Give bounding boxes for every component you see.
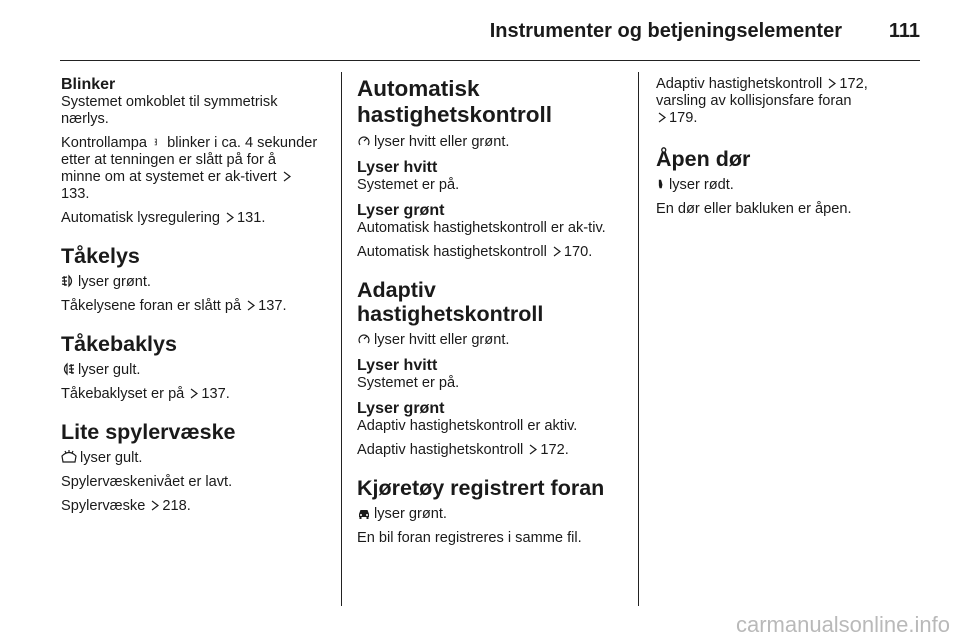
rear-fog-heading: Tåkebaklys xyxy=(61,332,177,356)
page-ref[interactable]: 179. xyxy=(669,110,698,126)
adaptive-ref-text xyxy=(357,442,615,459)
fog-status xyxy=(61,274,319,291)
headlight-icon xyxy=(153,135,161,149)
door-open-text: En dør eller bakluken er åpen. xyxy=(656,201,852,217)
reference-arrow-icon xyxy=(529,444,538,455)
column-1 xyxy=(61,76,319,522)
acc-white-heading: Lyser hvitt xyxy=(357,159,438,176)
acc-ref-label: Automatisk hastighetskontroll xyxy=(357,244,547,260)
reference-arrow-icon xyxy=(828,78,837,89)
blinker-lamp-desc: blinker i ca. 4 sekunder etter at tenningen er slått på for å minne om at systemet er ak-tivert xyxy=(61,135,318,185)
washer-heading: Lite spylervæske xyxy=(61,420,236,444)
adaptive-green-text: Adaptiv hastighetskontroll er aktiv. xyxy=(357,418,578,434)
blinker-heading: Blinker xyxy=(61,76,116,93)
page-ref[interactable]: 137. xyxy=(201,386,230,402)
door-open-heading: Åpen dør xyxy=(656,147,751,171)
acc-status-text: lyser hvitt eller grønt. xyxy=(374,134,510,150)
door-open-icon xyxy=(656,177,666,191)
reference-arrow-icon xyxy=(151,500,160,511)
reference-arrow-icon xyxy=(658,112,667,123)
rear-fog-status-text: lyser gult. xyxy=(78,362,141,378)
top-ref-label-2: varsling av kollisjonsfare foran xyxy=(656,93,852,109)
blinker-auto-light xyxy=(61,210,319,227)
page-ref[interactable]: 133. xyxy=(61,186,90,202)
header-divider xyxy=(60,60,920,61)
vehicle-ahead-status xyxy=(357,506,615,523)
rear-fog-status xyxy=(61,362,319,379)
vehicle-ahead-icon xyxy=(357,506,371,520)
adaptive-ref-label: Adaptiv hastighetskontroll xyxy=(357,442,524,458)
top-ref-label: Adaptiv hastighetskontroll xyxy=(656,76,823,92)
adaptive-green-heading: Lyser grønt xyxy=(357,400,445,417)
column-divider-2 xyxy=(638,72,639,606)
page-ref[interactable]: 131. xyxy=(237,210,266,226)
column-2 xyxy=(357,76,615,554)
page-ref[interactable]: 218. xyxy=(162,498,191,514)
cruise-control-icon xyxy=(357,134,371,148)
acc-status xyxy=(357,134,615,151)
reference-arrow-icon xyxy=(283,171,292,182)
acc-ref-text xyxy=(357,244,615,261)
page-ref[interactable]: 170. xyxy=(563,244,593,260)
acc-green-text: Automatisk hastighetskontroll er ak-tiv. xyxy=(357,220,606,236)
reference-arrow-icon xyxy=(553,246,562,257)
adaptive-heading: Adaptiv hastighetskontroll xyxy=(357,278,544,326)
column-divider-1 xyxy=(341,72,342,606)
fog-text xyxy=(61,298,319,315)
acc-heading: Automatisk hastighetskontroll xyxy=(357,76,553,127)
adaptive-white-heading: Lyser hvitt xyxy=(357,357,438,374)
fog-text-label: Tåkelysene foran er slått på xyxy=(61,298,242,314)
washer-status-text: lyser gult. xyxy=(80,450,143,466)
blinker-lamp-text xyxy=(61,135,319,203)
page-number: 111 xyxy=(888,20,920,42)
washer-fluid-icon xyxy=(61,450,77,464)
washer-text: Spylervæskenivået er lavt. xyxy=(61,474,233,490)
vehicle-ahead-text: En bil foran registreres i samme fil. xyxy=(357,530,582,546)
adaptive-status-text: lyser hvitt eller grønt. xyxy=(374,332,510,348)
rear-fog-text-label: Tåkebaklyset er på xyxy=(61,386,185,402)
top-ref-text xyxy=(656,76,914,127)
page-title: Instrumenter og betjeningselementer xyxy=(489,20,842,42)
washer-ref-text xyxy=(61,498,319,515)
watermark: carmanualsonline.info xyxy=(735,612,950,637)
acc-green-heading: Lyser grønt xyxy=(357,202,445,219)
fog-status-text: lyser grønt. xyxy=(78,274,151,290)
auto-light-label: Automatisk lysregulering xyxy=(61,210,220,226)
reference-arrow-icon xyxy=(190,388,199,399)
washer-status xyxy=(61,450,319,467)
fog-heading: Tåkelys xyxy=(61,244,140,268)
fog-light-icon xyxy=(61,274,75,288)
column-3 xyxy=(656,76,914,225)
rear-fog-light-icon xyxy=(61,362,75,376)
cruise-control-icon xyxy=(357,332,371,346)
rear-fog-text xyxy=(61,386,319,403)
door-open-status-text: lyser rødt. xyxy=(669,177,734,193)
vehicle-ahead-heading: Kjøretøy registrert foran xyxy=(357,476,605,500)
washer-ref-label: Spylervæske xyxy=(61,498,146,514)
acc-white-text: Systemet er på. xyxy=(357,177,460,193)
page-ref[interactable]: 172. xyxy=(540,442,569,458)
adaptive-status xyxy=(357,332,615,349)
blinker-text: Systemet omkoblet til symmetrisk nærlys. xyxy=(61,94,278,127)
blinker-lamp-label: Kontrollampa xyxy=(61,135,147,151)
adaptive-white-text: Systemet er på. xyxy=(357,375,460,391)
door-open-status xyxy=(656,177,914,194)
page-header xyxy=(0,0,960,62)
reference-arrow-icon xyxy=(226,212,235,223)
vehicle-ahead-status-text: lyser grønt. xyxy=(374,506,447,522)
page-ref[interactable]: 172, xyxy=(839,76,868,92)
reference-arrow-icon xyxy=(247,300,256,311)
page-ref[interactable]: 137. xyxy=(258,298,287,314)
